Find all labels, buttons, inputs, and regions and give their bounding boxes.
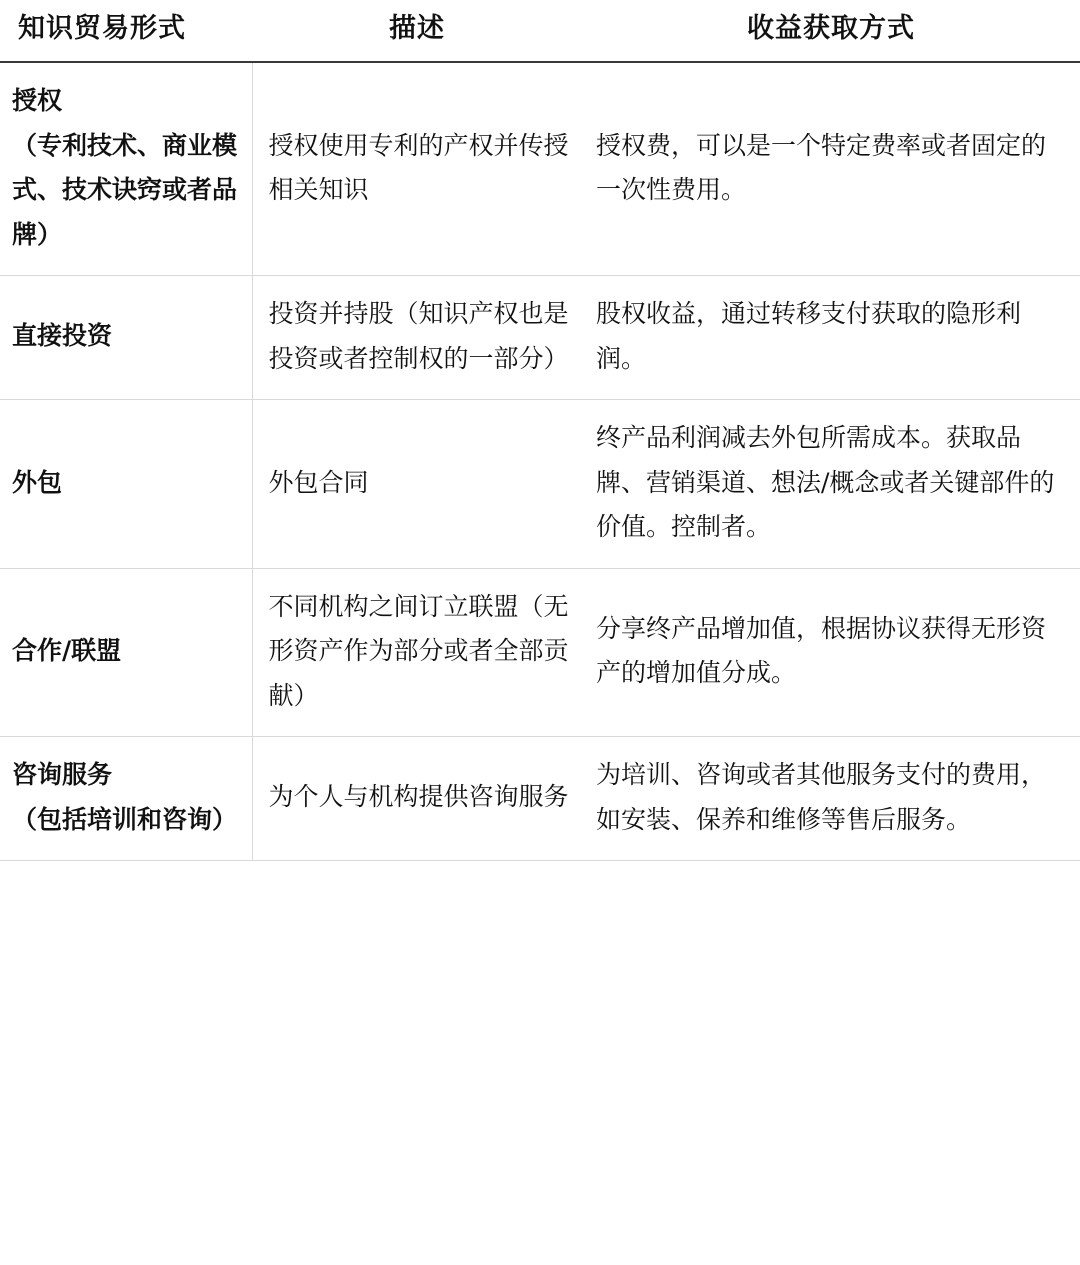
cell-revenue: 终产品利润减去外包所需成本。获取品牌、营销渠道、想法/概念或者关键部件的价值。控制者。: [582, 400, 1080, 569]
form-name: 咨询服务: [12, 760, 113, 789]
column-header-revenue: 收益获取方式: [582, 0, 1080, 62]
table-header-row: [0, 0, 1080, 62]
cell-form: [0, 62, 252, 276]
column-header-description: 描述: [252, 0, 582, 62]
cell-revenue: 分享终产品增加值，根据协议获得无形资产的增加值分成。: [582, 568, 1080, 737]
cell-description: 不同机构之间订立联盟（无形资产作为部分或者全部贡献）: [252, 568, 582, 737]
cell-form: [0, 400, 252, 569]
table-head: [0, 0, 1080, 62]
cell-description: 外包合同: [252, 400, 582, 569]
cell-description: 为个人与机构提供咨询服务: [252, 737, 582, 861]
form-note: （专利技术、商业模式、技术诀窍或者品牌）: [12, 130, 238, 249]
form-name: 直接投资: [12, 321, 113, 351]
table-row: [0, 62, 1080, 276]
cell-description: 投资并持股（知识产权也是投资或者控制权的一部分）: [252, 276, 582, 400]
cell-description: 授权使用专利的产权并传授相关知识: [252, 62, 582, 276]
cell-form: [0, 737, 252, 861]
form-name: 合作/联盟: [12, 636, 122, 665]
form-note: （包括培训和咨询）: [12, 804, 238, 834]
cell-revenue: 股权收益，通过转移支付获取的隐形利润。: [582, 276, 1080, 400]
form-name: 外包: [12, 467, 63, 497]
cell-form: [0, 276, 252, 400]
cell-revenue: 为培训、咨询或者其他服务支付的费用，如安装、保养和维修等售后服务。: [582, 737, 1080, 861]
column-header-form: 知识贸易形式: [0, 0, 252, 62]
cell-form: [0, 568, 252, 737]
table-body: [0, 62, 1080, 861]
table-row: [0, 400, 1080, 569]
form-name: 授权: [12, 86, 63, 115]
table-row: [0, 276, 1080, 400]
cell-revenue: 授权费，可以是一个特定费率或者固定的一次性费用。: [582, 62, 1080, 276]
table-row: [0, 568, 1080, 737]
table-row: [0, 737, 1080, 861]
